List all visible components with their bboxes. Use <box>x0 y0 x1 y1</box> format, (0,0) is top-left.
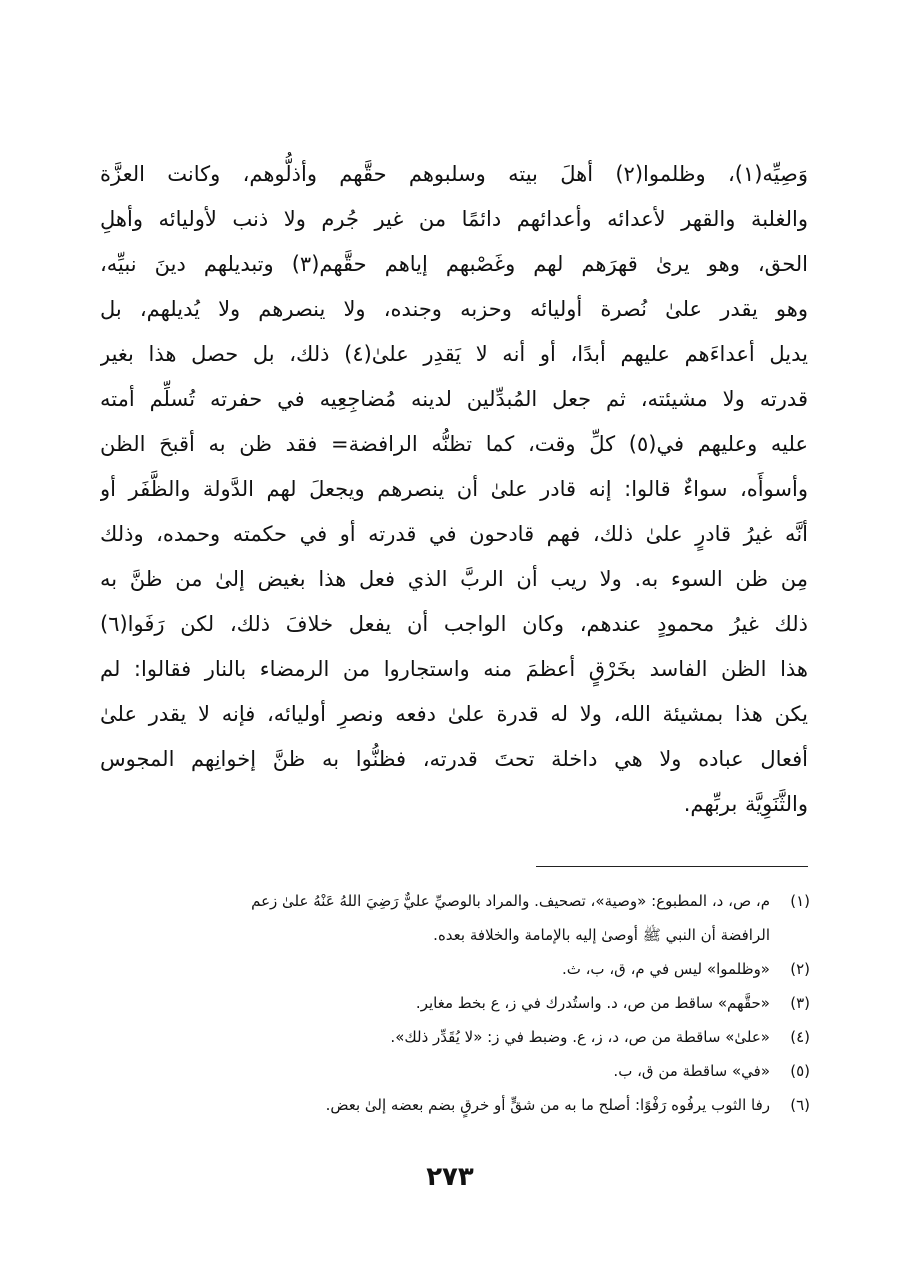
footnote <box>98 1020 810 1054</box>
footnote <box>98 986 810 1020</box>
footnote-text: رفا الثوب يرفُوه رَفْوًا: أصلح ما به من شقٍّ أو خرقٍ بضم بعضه إلىٰ بعض. <box>325 1096 770 1114</box>
main-text-block <box>100 152 808 827</box>
text-line: يديل أعداءَهم عليهم أبدًا، أو أنه لا يَقدِر علىٰ(٤) ذلك، بل حصل هذا بغير <box>100 342 808 366</box>
footnote <box>98 1054 810 1088</box>
footnote-number: (٥) <box>790 1062 810 1080</box>
text-line: أفعال عباده ولا هي داخلة تحتَ قدرته، فظنُّوا به ظنَّ إخوانِهم المجوس <box>100 747 808 771</box>
footnote-number: (٦) <box>790 1096 810 1114</box>
text-line: هذا الظن الفاسد بخَرْقٍ أعظمَ منه واستجاروا من الرمضاء بالنار فقالوا: لم <box>100 657 808 681</box>
footnote <box>98 952 810 986</box>
footnotes-block <box>98 884 810 1122</box>
text-line: يكن هذا بمشيئة الله، ولا له قدرة علىٰ دفعه ونصرِ أوليائه، فإنه لا يقدر علىٰ <box>100 702 808 726</box>
footnote-text: «في» ساقطة من ق، ب. <box>613 1062 770 1080</box>
text-line: عليه وعليهم في(٥) كلِّ وقت، كما تظنُّه الرافضة= فقد ظن به أقبحَ الظن <box>100 432 808 456</box>
text-line: قدرته ولا مشيئته، ثم جعل المُبدِّلين لدينه مُضاجِعِيه في حفرته تُسلِّم أمته <box>100 387 808 411</box>
text-line: أنَّه غيرُ قادرٍ علىٰ ذلك، فهم قادحون في قدرته أو في حكمته وحمده، وذلك <box>100 522 808 546</box>
footnote-text: «حقَّهم» ساقط من ص، د. واستُدرك في ز، ع بخط مغاير. <box>415 994 770 1012</box>
text-line: والثَّنَوِيَّة بربِّهم. <box>683 792 808 816</box>
footnote-number: (٤) <box>790 1028 810 1046</box>
text-line: وَصِيِّه(١)، وظلموا(٢) أهلَ بيته وسلبوهم حقَّهم وأذلُّوهم، وكانت العزَّة <box>100 162 808 186</box>
footnote <box>98 884 810 918</box>
text-line: الحق، وهو يرىٰ قهرَهم لهم وغَصْبهم إياهم حقَّهم(٣) وتبديلهم دينَ نبيِّه، <box>100 252 808 276</box>
page-number: ٢٧٣ <box>426 1162 474 1192</box>
footnote-number: (٣) <box>790 994 810 1012</box>
text-line: وأسوأَه، سواءٌ قالوا: إنه قادر علىٰ أن ينصرهم ويجعلَ لهم الدَّولة والظَّفَر أو <box>100 477 808 501</box>
text-line: ذلك غيرُ محمودٍ عندهم، وكان الواجب أن يفعل خلافَ ذلك، لكن رَفَوا(٦) <box>100 612 808 636</box>
footnote-separator <box>536 866 808 867</box>
text-line: مِن ظن السوء به. ولا ريب أن الربَّ الذي فعل هذا بغيض إلىٰ من ظنَّ به <box>100 567 808 591</box>
text-line: وهو يقدر علىٰ نُصرة أوليائه وحزبه وجنده، ولا ينصرهم ولا يُديلهم، بل <box>100 297 808 321</box>
footnote-number: (٢) <box>790 960 810 978</box>
footnote-text: «وظلموا» ليس في م، ق، ب، ث. <box>561 960 770 978</box>
footnote-text: م، ص، د، المطبوع: «وصية»، تصحيف. والمراد بالوصيِّ عليٌّ رَضِيَ اللهُ عَنْهُ علىٰ زعم <box>251 892 770 910</box>
text-line: والغلبة والقهر لأعدائه وأعدائهم دائمًا من غير جُرم ولا ذنب لأوليائه وأهلِ <box>100 207 808 231</box>
footnote-text: «علىٰ» ساقطة من ص، د، ز، ع. وضبط في ز: «لا يُقَدِّر ذلك». <box>390 1028 770 1046</box>
footnote-continuation <box>98 918 810 952</box>
footnote-number: (١) <box>790 892 810 910</box>
footnote <box>98 1088 810 1122</box>
footnote-text: الرافضة أن النبي ﷺ أوصىٰ إليه بالإمامة والخلافة بعده. <box>433 926 770 944</box>
